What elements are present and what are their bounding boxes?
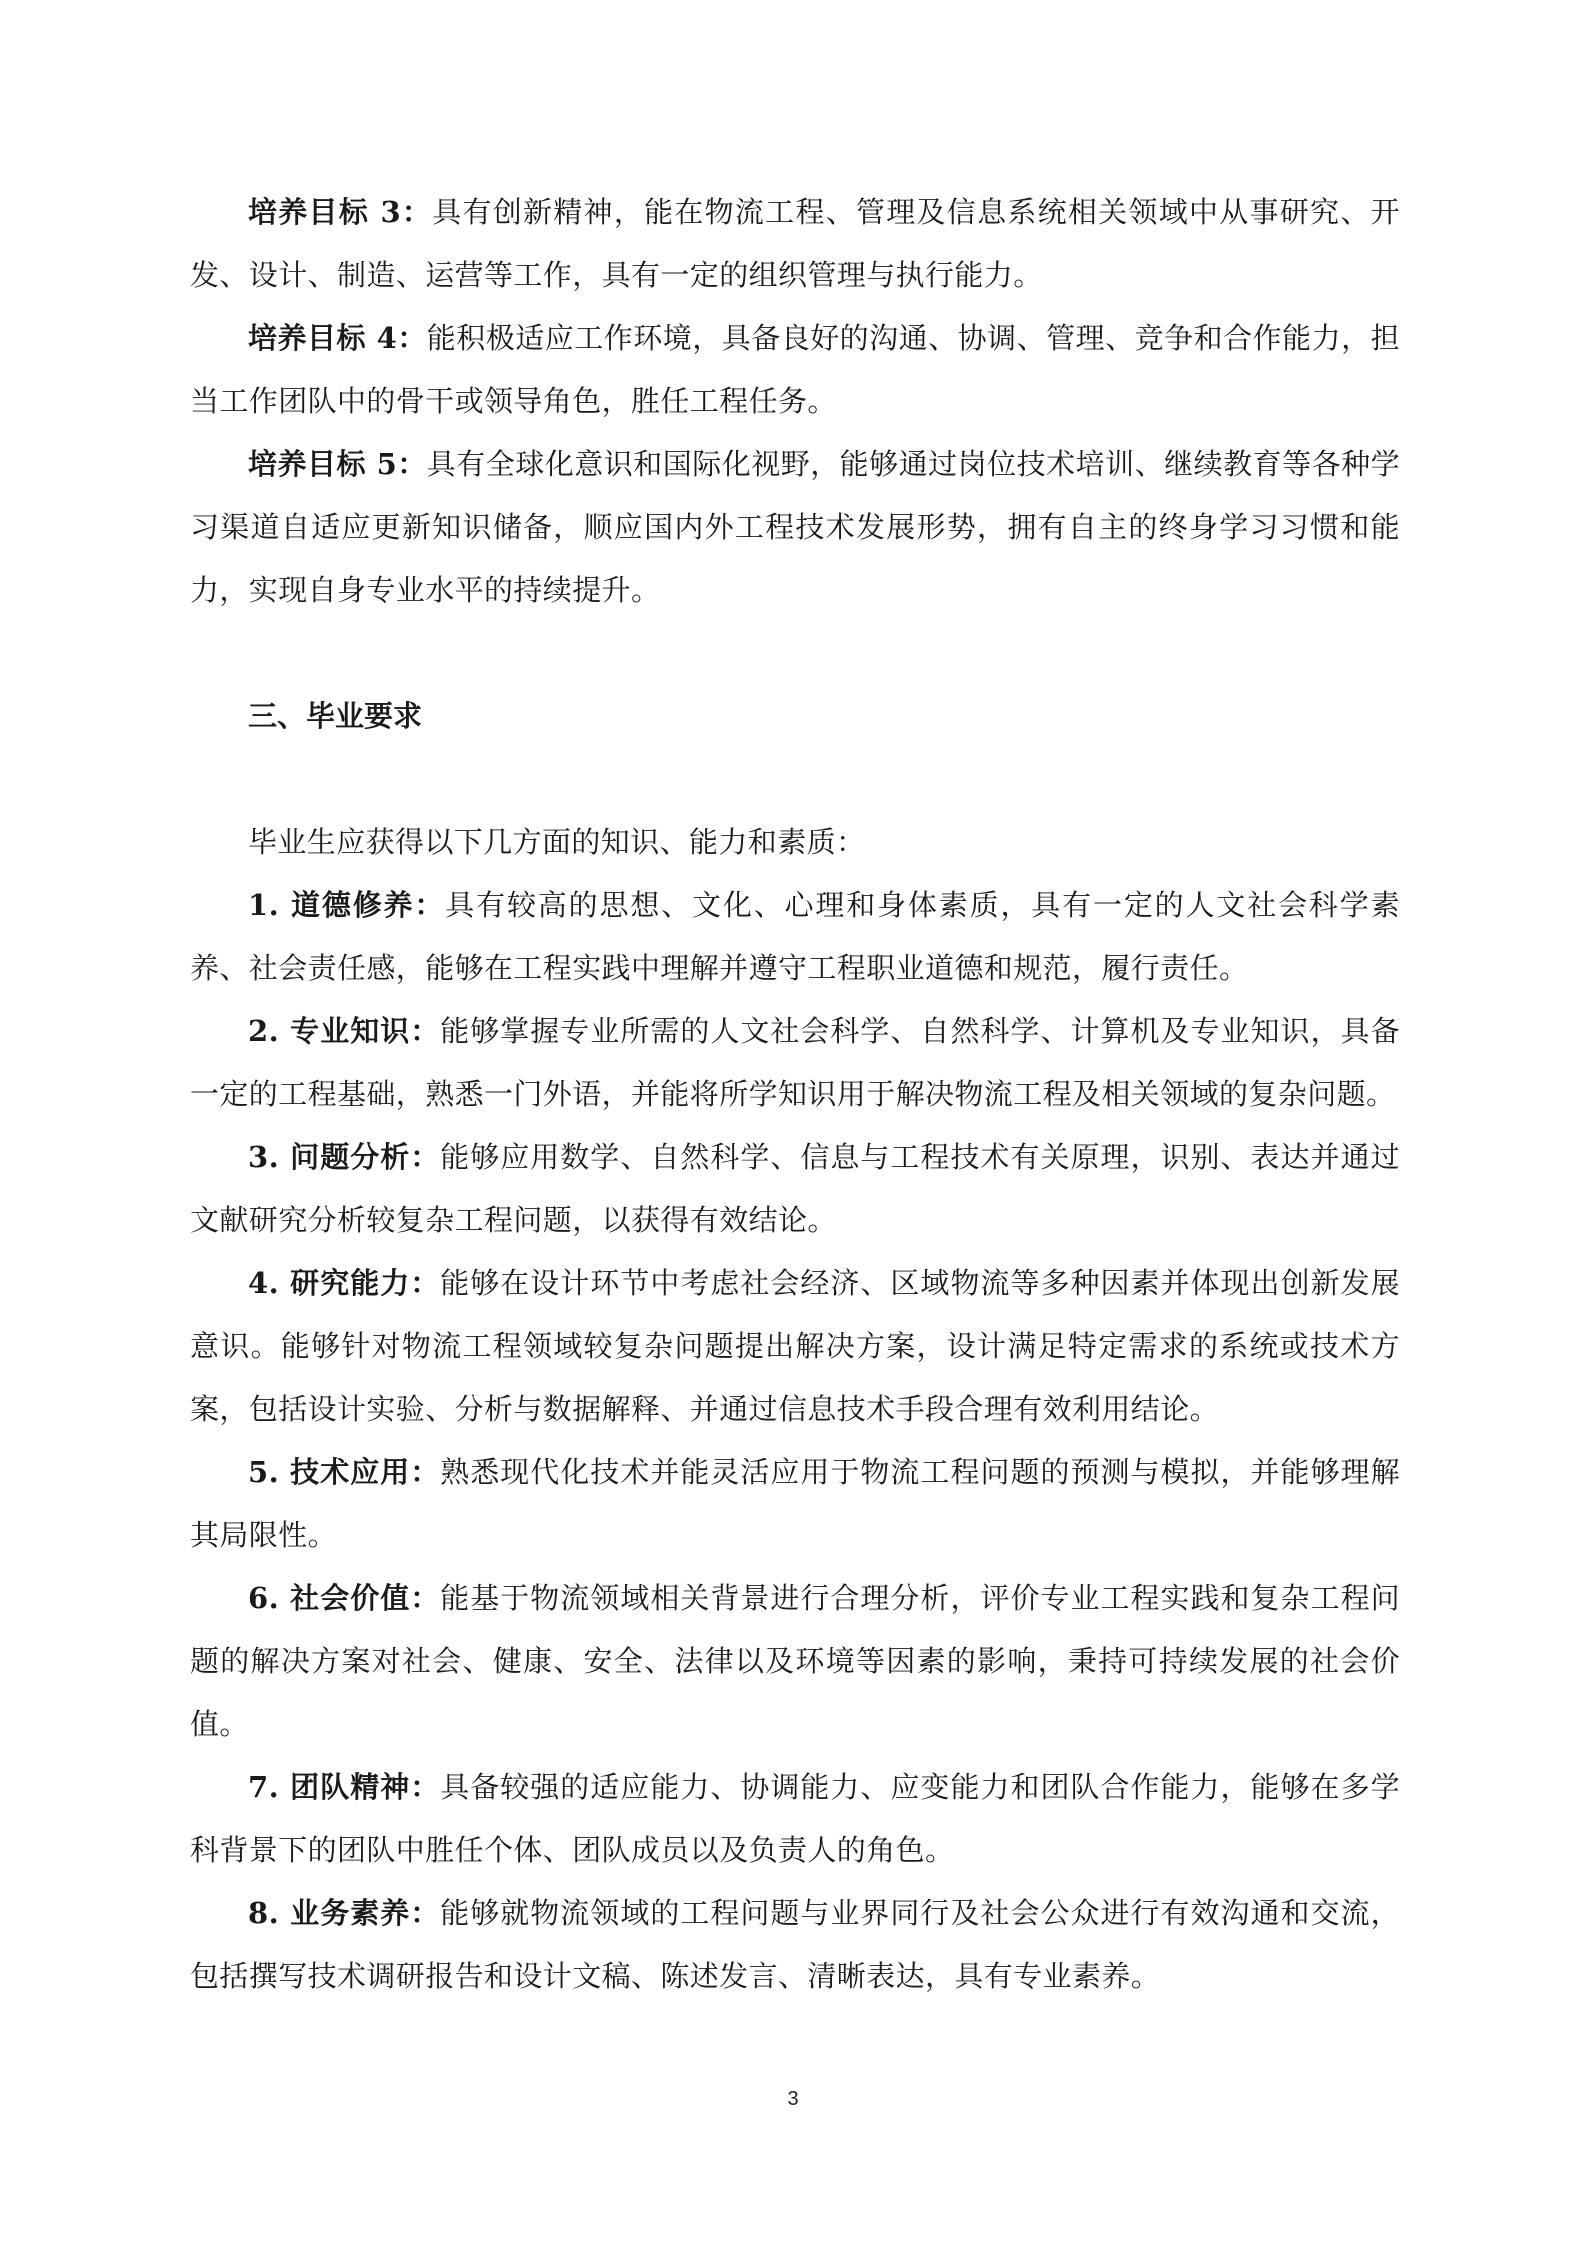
objective-text: 具有全球化意识和国际化视野，能够通过岗位技术培训、继续教育等各种学习渠道自适应更新知识储备，顺应国内外工程技术发展形势，拥有自主的终身学习习惯和能力，实现自身专业水平的持续提升。 xyxy=(190,447,1401,607)
objective-label: 培养目标 3： xyxy=(248,195,433,229)
requirement-text: 具有较高的思想、文化、心理和身体素质，具有一定的人文社会科学素养、社会责任感，能够在工程实践中理解并遵守工程职业道德和规范，履行责任。 xyxy=(190,888,1400,985)
page-content xyxy=(190,181,1400,2008)
requirement-text: 能够就物流领域的工程问题与业界同行及社会公众进行有效沟通和交流，包括撰写技术调研报告和设计文稿、陈述发言、清晰表达，具有专业素养。 xyxy=(190,1896,1400,1993)
requirement-paragraph xyxy=(190,874,1400,1000)
requirement-label: 7. 团队精神： xyxy=(248,1770,441,1804)
requirement-label: 5. 技术应用： xyxy=(248,1455,441,1489)
requirement-paragraph xyxy=(190,1000,1400,1126)
spacer xyxy=(190,622,1400,685)
objective-label: 培养目标 4： xyxy=(248,321,427,355)
intro-paragraph: 毕业生应获得以下几方面的知识、能力和素质： xyxy=(248,825,866,859)
requirement-label: 8. 业务素养： xyxy=(248,1896,441,1930)
requirement-label: 4. 研究能力： xyxy=(248,1266,441,1300)
page-number: 3 xyxy=(787,2088,799,2110)
requirement-paragraph xyxy=(190,1126,1400,1252)
objective-paragraph xyxy=(190,433,1400,622)
requirement-label: 2. 专业知识： xyxy=(248,1014,441,1048)
requirement-paragraph xyxy=(190,1756,1400,1882)
requirement-label: 6. 社会价值： xyxy=(248,1581,441,1615)
spacer xyxy=(190,748,1400,811)
requirement-text: 具备较强的适应能力、协调能力、应变能力和团队合作能力，能够在多学科背景下的团队中胜任个体、团队成员以及负责人的角色。 xyxy=(190,1770,1400,1867)
requirement-text: 能够应用数学、自然科学、信息与工程技术有关原理，识别、表达并通过文献研究分析较复杂工程问题，以获得有效结论。 xyxy=(190,1140,1400,1237)
objective-label: 培养目标 5： xyxy=(248,447,427,481)
requirement-paragraph xyxy=(190,1441,1400,1567)
requirement-text: 能够掌握专业所需的人文社会科学、自然科学、计算机及专业知识，具备一定的工程基础，熟悉一门外语，并能将所学知识用于解决物流工程及相关领域的复杂问题。 xyxy=(190,1014,1400,1111)
requirement-text: 熟悉现代化技术并能灵活应用于物流工程问题的预测与模拟，并能够理解其局限性。 xyxy=(190,1455,1400,1552)
requirement-paragraph xyxy=(190,1252,1400,1441)
section-heading: 三、毕业要求 xyxy=(248,699,423,733)
objective-paragraph xyxy=(190,307,1400,433)
requirement-paragraph xyxy=(190,1882,1400,2008)
requirement-text: 能够在设计环节中考虑社会经济、区域物流等多种因素并体现出创新发展意识。能够针对物流工程领域较复杂问题提出解决方案，设计满足特定需求的系统或技术方案，包括设计实验、分析与数据解释、并通过信息技术手段合理有效利用结论。 xyxy=(190,1266,1400,1426)
requirement-label: 1. 道德修养： xyxy=(248,888,446,922)
objective-text: 具有创新精神，能在物流工程、管理及信息系统相关领域中从事研究、开发、设计、制造、运营等工作，具有一定的组织管理与执行能力。 xyxy=(190,195,1400,292)
objective-paragraph xyxy=(190,181,1400,307)
requirement-text: 能基于物流领域相关背景进行合理分析，评价专业工程实践和复杂工程问题的解决方案对社会、健康、安全、法律以及环境等因素的影响，秉持可持续发展的社会价值。 xyxy=(190,1581,1400,1741)
requirement-label: 3. 问题分析： xyxy=(248,1140,441,1174)
objective-text: 能积极适应工作环境，具备良好的沟通、协调、管理、竞争和合作能力，担当工作团队中的骨干或领导角色，胜任工程任务。 xyxy=(190,321,1401,418)
requirement-paragraph xyxy=(190,1567,1400,1756)
